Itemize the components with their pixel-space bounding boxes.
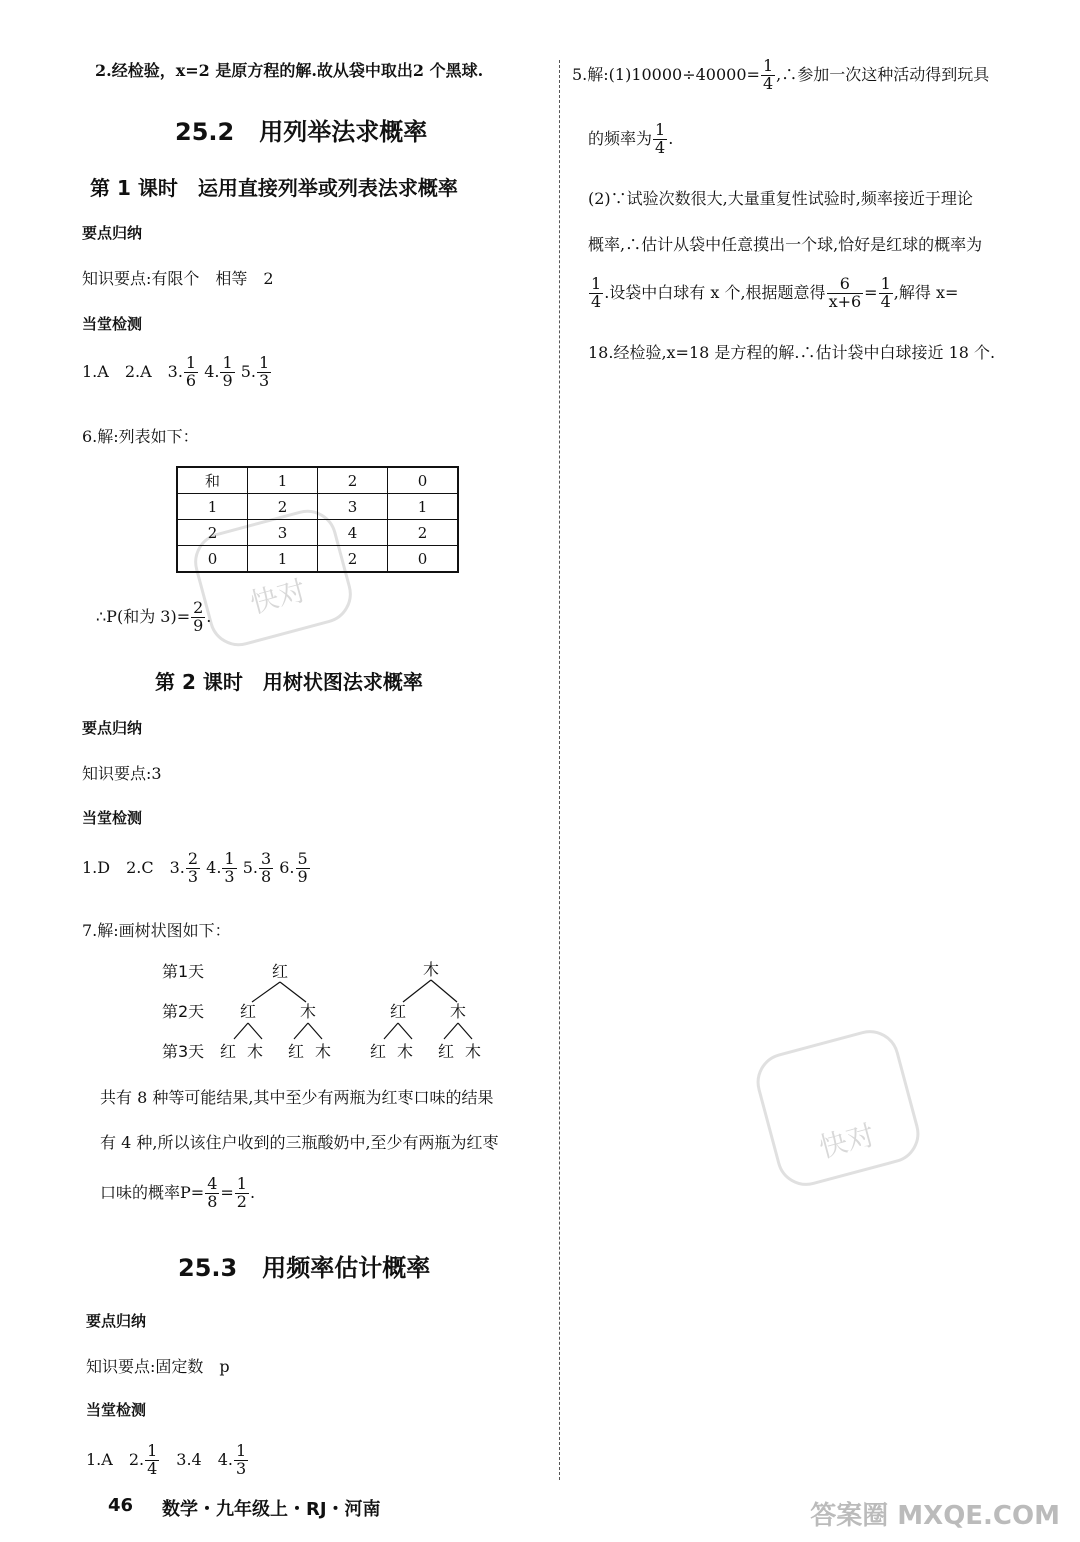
node-red: 红 <box>438 1042 455 1061</box>
conclusion-line-2: 有 4 种,所以该住户收到的三瓶酸奶中,至少有两瓶为红枣 <box>100 1133 499 1152</box>
lesson-2-title: 第 2 课时 用树状图法求概率 <box>155 670 423 694</box>
node-wood: 木 <box>397 1042 414 1061</box>
tree-diagram <box>150 955 510 1070</box>
q5-line-2: 的频率为 $\frac{1}{4}$ . <box>588 120 674 157</box>
q5-part2-line-2: 概率,∴估计从袋中任意摸出一个球,恰好是红球的概率为 <box>588 235 983 254</box>
node-red: 红 <box>370 1042 387 1061</box>
node-wood: 木 <box>300 1002 317 1021</box>
key-points-heading: 要点归纳 <box>82 224 143 242</box>
lesson-2-answers: 1.D 2.C 3. $\frac{2}{3}$ 4. $\frac{1}{3}$ 5. $\frac{3}{8}$ 6. $\frac{5}{9}$ <box>82 849 308 886</box>
question-7: 7.解:画树状图如下： <box>82 921 231 940</box>
probability-sum-3: ∴P(和为 3)= $\frac{2}{9}$ . <box>96 598 212 635</box>
lesson-1-title: 第 1 课时 运用直接列举或列表法求概率 <box>90 176 458 200</box>
node-wood: 木 <box>247 1042 264 1061</box>
q5-part2-line-4: 18.经检验,x=18 是方程的解.∴估计袋中白球接近 18 个. <box>588 343 996 362</box>
q5-line-1: 5.解:(1)10000÷40000= $\frac{1}{4}$ ,∴参加一次这种活动得到玩具 <box>572 56 990 93</box>
day-3-label: 第3天 <box>162 1042 205 1061</box>
conclusion-line-3: 口味的概率P= $\frac{4}{8}$ = $\frac{1}{2}$ . <box>100 1174 256 1211</box>
page-number: 46 <box>108 1495 134 1516</box>
node-wood: 木 <box>450 1002 467 1021</box>
key-points-text: 知识要点:3 <box>82 764 162 783</box>
site-logo: 答案圈 MXQE.COM <box>810 1501 1060 1531</box>
node-red: 红 <box>240 1002 257 1021</box>
key-points-text: 知识要点:固定数 p <box>86 1357 230 1376</box>
lesson-3-answers: 1.A 2. $\frac{1}{4}$ 3.4 4. $\frac{1}{3}$ <box>86 1441 247 1478</box>
key-points-heading: 要点归纳 <box>82 719 143 737</box>
watermark-stamp: 快对 <box>750 1023 926 1192</box>
node-wood: 木 <box>465 1042 482 1061</box>
class-check-heading: 当堂检测 <box>86 1401 147 1419</box>
node-wood: 木 <box>423 960 440 979</box>
top-line: 2.经检验，x=2 是原方程的解.故从袋中取出2 个黑球. <box>95 61 484 80</box>
key-points-heading: 要点归纳 <box>86 1312 147 1330</box>
lesson-1-answers: 1.A 2.A 3. $\frac{1}{6}$ 4. $\frac{1}{9}$ 5. $\frac{1}{3}$ <box>82 353 270 390</box>
node-red: 红 <box>288 1042 305 1061</box>
watermark-stamp: 快对 <box>187 503 358 653</box>
node-wood: 木 <box>315 1042 332 1061</box>
table-row: 和 1 2 0 <box>177 467 458 494</box>
q5-part2-line-3: $\frac{1}{4}$ .设袋中白球有 x 个,根据题意得 $\frac{6}{x+6}$ = $\frac{1}{4}$ ,解得 x= <box>591 274 959 311</box>
day-2-label: 第2天 <box>162 1002 205 1021</box>
key-points-text: 知识要点:有限个 相等 2 <box>82 269 274 288</box>
question-6: 6.解:列表如下： <box>82 427 199 446</box>
column-divider <box>559 60 560 1480</box>
table-row: 2 3 4 2 <box>177 520 458 546</box>
q5-part2-line-1: (2)∵试验次数很大,大量重复性试验时,频率接近于理论 <box>588 189 973 208</box>
table-row: 0 1 2 0 <box>177 546 458 573</box>
day-1-label: 第1天 <box>162 962 205 981</box>
sum-table <box>176 466 459 573</box>
book-title: 数学・九年级上・RJ・河南 <box>162 1499 381 1520</box>
class-check-heading: 当堂检测 <box>82 315 143 333</box>
conclusion-line-1: 共有 8 种等可能结果,其中至少有两瓶为红枣口味的结果 <box>100 1088 494 1107</box>
section-title-25-2: 25.2 用列举法求概率 <box>175 118 428 146</box>
node-red: 红 <box>390 1002 407 1021</box>
table-row: 1 2 3 1 <box>177 494 458 520</box>
section-title-25-3: 25.3 用频率估计概率 <box>178 1254 431 1282</box>
node-red: 红 <box>272 962 289 981</box>
node-red: 红 <box>220 1042 237 1061</box>
class-check-heading: 当堂检测 <box>82 809 143 827</box>
